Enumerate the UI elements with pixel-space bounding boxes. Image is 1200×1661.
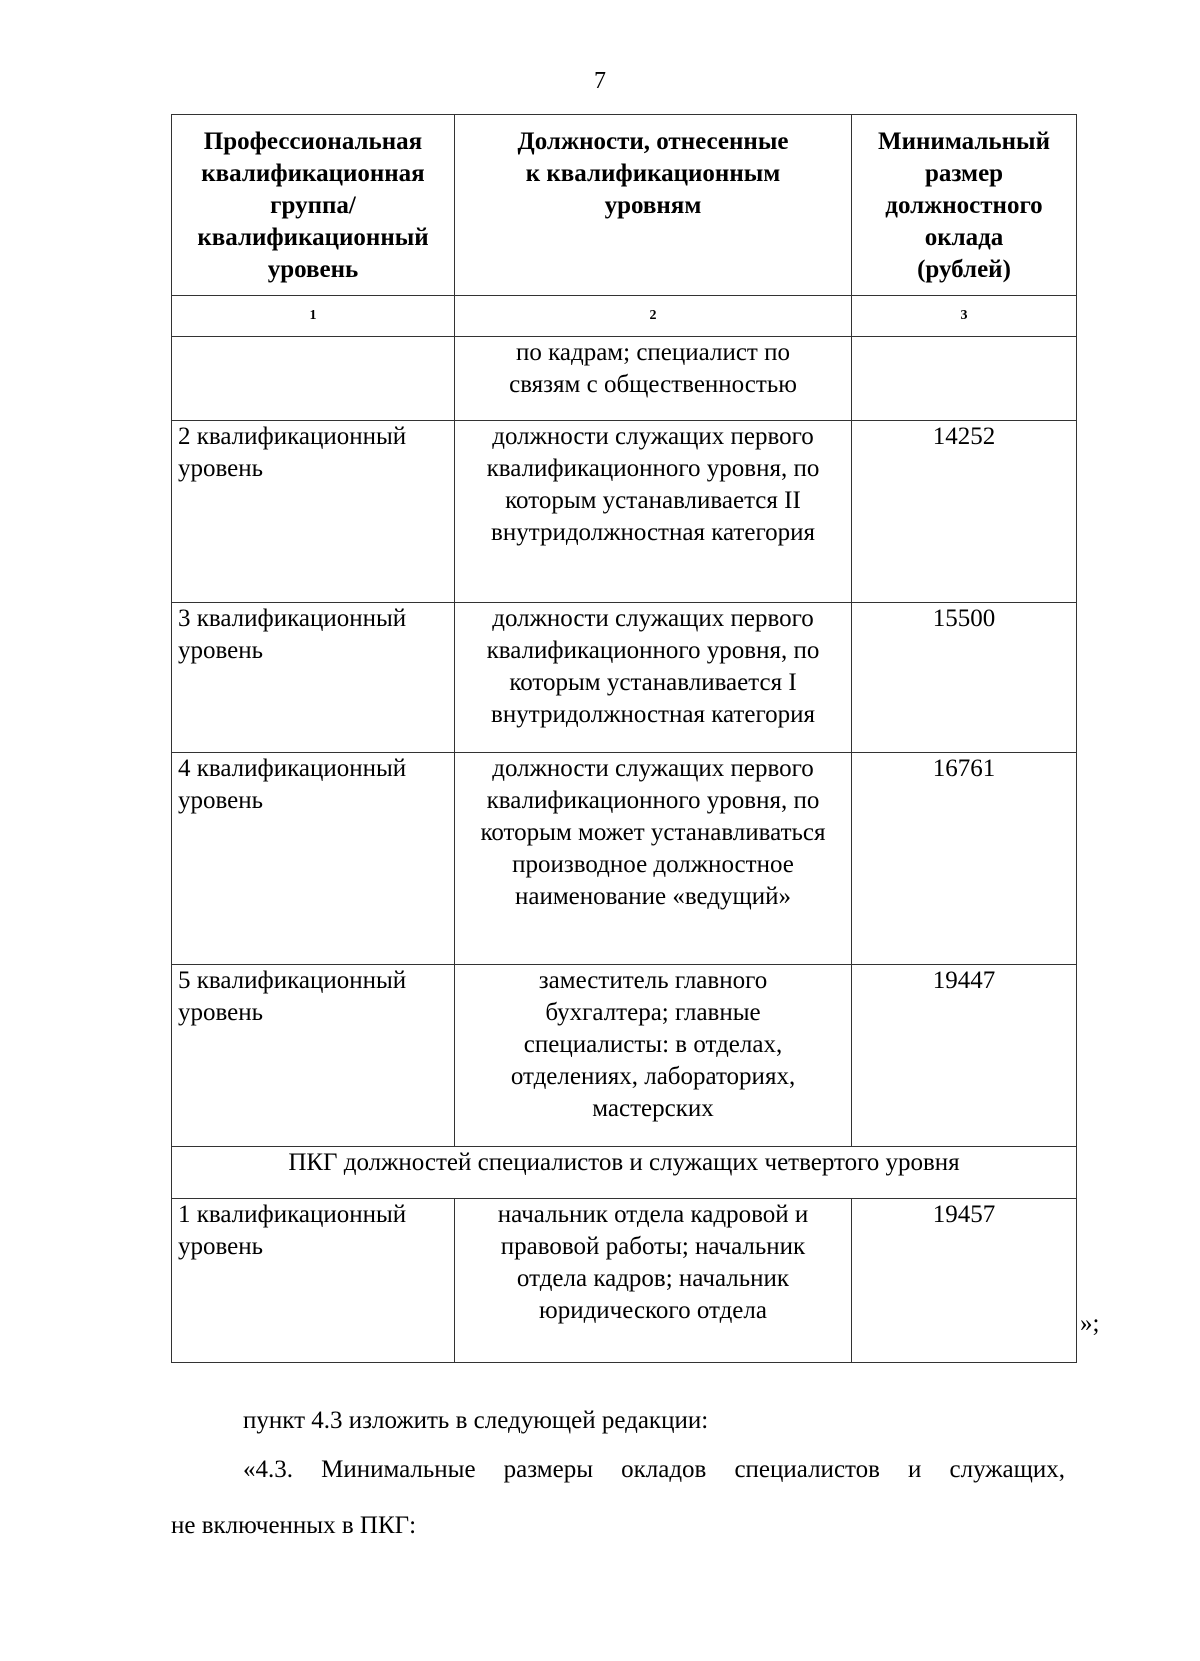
header-line: группа/ [270, 192, 356, 219]
header-group-level [172, 115, 455, 296]
header-line: (рублей) [917, 256, 1011, 283]
positions-cell: должности служащих первого квалификационного уровня, по которым устанавливается II внутридолжностная категория [455, 421, 852, 603]
header-positions [455, 115, 852, 296]
header-line: оклада [924, 224, 1004, 251]
paragraph-amendment: пункт 4.3 изложить в следующей редакции: [243, 1407, 709, 1434]
header-line: должностного [885, 192, 1043, 219]
column-number-row [172, 296, 1077, 337]
salary-cell: 19457 [852, 1199, 1077, 1363]
table-header-row [172, 115, 1077, 296]
header-salary [852, 115, 1077, 296]
column-number: 1 [172, 296, 455, 337]
salary-cell: 16761 [852, 753, 1077, 965]
header-line: квалификационная [201, 160, 425, 187]
level-cell: 3 квалификационный уровень [172, 603, 455, 753]
closing-quote: »; [1080, 1310, 1100, 1337]
table-row [172, 965, 1077, 1147]
salary-cell: 19447 [852, 965, 1077, 1147]
level-cell: 4 квалификационный уровень [172, 753, 455, 965]
positions-cell: должности служащих первого квалификационного уровня, по которым может устанавливаться производное должностное наименование «ведущий» [455, 753, 852, 965]
header-line: Минимальный [878, 128, 1050, 155]
salary-table [171, 114, 1077, 1363]
level-cell: 2 квалификационный уровень [172, 421, 455, 603]
table-row [172, 421, 1077, 603]
page-number: 7 [594, 68, 606, 94]
salary-cell: 15500 [852, 603, 1077, 753]
header-line: квалификационный [197, 224, 429, 251]
level-cell: 1 квалификационный уровень [172, 1199, 455, 1363]
header-line: к квалификационным [525, 160, 781, 187]
column-number: 3 [852, 296, 1077, 337]
positions-cell: начальник отдела кадровой и правовой работы; начальник отдела кадров; начальник юридического отдела [455, 1199, 852, 1363]
group-title-row [172, 1147, 1077, 1199]
group-title: ПКГ должностей специалистов и служащих четвертого уровня [172, 1147, 1077, 1199]
positions-cell: по кадрам; специалист по связям с общественностью [455, 337, 852, 421]
table-row [172, 1199, 1077, 1363]
header-line: Профессиональная [203, 128, 423, 155]
level-cell [172, 337, 455, 421]
salary-cell [852, 337, 1077, 421]
header-line: размер [924, 160, 1004, 187]
table-row [172, 337, 1077, 421]
positions-cell: должности служащих первого квалификационного уровня, по которым устанавливается I внутридолжностная категория [455, 603, 852, 753]
table-row [172, 753, 1077, 965]
header-line: уровень [267, 256, 359, 283]
header-line: Должности, отнесенные [517, 128, 789, 155]
header-line: уровням [604, 192, 702, 219]
positions-cell: заместитель главного бухгалтера; главные специалисты: в отделах, отделениях, лабораториях, мастерских [455, 965, 852, 1147]
paragraph-clause-start: «4.3. Минимальные размеры окладов специалистов и служащих, [243, 1456, 1065, 1483]
level-cell: 5 квалификационный уровень [172, 965, 455, 1147]
paragraph-clause-continuation: не включенных в ПКГ: [171, 1512, 417, 1539]
table-row [172, 603, 1077, 753]
salary-cell: 14252 [852, 421, 1077, 603]
column-number: 2 [455, 296, 852, 337]
